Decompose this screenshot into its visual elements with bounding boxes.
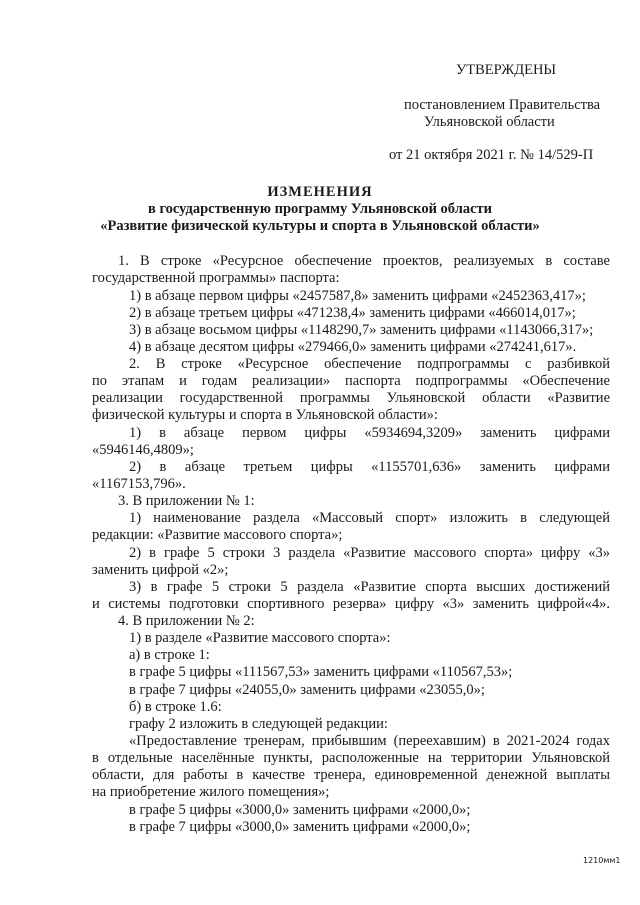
- body-line: 2) в графе 5 строки 3 раздела «Развитие массового спорта» цифру «3»: [129, 545, 610, 561]
- body-line: «1167153,796».: [92, 476, 186, 492]
- body-line: 4) в абзаце десятом цифры «279466,0» заменить цифрами «274241,617».: [129, 339, 577, 355]
- body-line: 4. В приложении № 2:: [118, 613, 255, 629]
- body-line: в графе 5 цифры «3000,0» заменить цифрами «2000,0»;: [129, 802, 471, 818]
- body-line: б) в строке 1.6:: [129, 699, 222, 715]
- body-line: 3) в графе 5 строки 5 раздела «Развитие спорта высших достижений: [129, 579, 610, 595]
- body-line: редакции: «Развитие массового спорта»;: [92, 527, 343, 543]
- footer-code: 1210мм1: [583, 856, 621, 865]
- body-line: 3. В приложении № 1:: [118, 493, 255, 509]
- body-line: и системы подготовки спортивного резерва» цифру «3» заменить цифрой«4».: [92, 596, 610, 612]
- body-line: заменить цифрой «2»;: [92, 562, 229, 578]
- body-line: государственной программы» паспорта:: [92, 270, 340, 286]
- body-line: 2. В строке «Ресурсное обеспечение подпрограммы с разбивкой: [129, 356, 610, 372]
- body-line: физической культуры и спорта в Ульяновской области»:: [92, 407, 438, 423]
- body-line: по этапам и годам реализации» паспорта подпрограммы «Обеспечение: [92, 373, 610, 389]
- program-name: «Развитие физической культуры и спорта в Ульяновской области»: [100, 218, 540, 234]
- body-line: 1) в абзаце первом цифры «5934694,3209» заменить цифрами: [129, 425, 610, 441]
- body-line: в графе 7 цифры «24055,0» заменить цифрами «23055,0»;: [129, 682, 485, 698]
- approval-date-number: от 21 октября 2021 г. № 14/529-П: [389, 147, 594, 163]
- body-line: 1) в разделе «Развитие массового спорта»:: [129, 630, 391, 646]
- body-line: 3) в абзаце восьмом цифры «1148290,7» заменить цифрами «1143066,317»;: [129, 322, 594, 338]
- body-line: 1) наименование раздела «Массовый спорт» изложить в следующей: [129, 510, 610, 526]
- body-line: в графе 7 цифры «3000,0» заменить цифрами «2000,0»;: [129, 819, 471, 835]
- body-line: графу 2 изложить в следующей редакции:: [129, 716, 388, 732]
- body-line: в отдельные населённые пункты, расположенные на территории Ульяновской: [92, 750, 610, 766]
- approved-region-line: Ульяновской области: [424, 114, 555, 130]
- approved-by-line: постановлением Правительства: [404, 97, 601, 113]
- body-line: «Предоставление тренерам, прибывшим (переехавшим) в 2021-2024 годах: [129, 733, 610, 749]
- body-line: области, для работы в качестве тренера, единовременной денежной выплаты: [92, 767, 610, 783]
- body-line: реализации государственной программы Ульяновской области «Развитие: [92, 390, 610, 406]
- body-line: 2) в абзаце третьем цифры «471238,4» заменить цифрами «466014,017»;: [129, 305, 576, 321]
- document-subtitle: в государственную программу Ульяновской области: [147, 201, 492, 217]
- body-line: в графе 5 цифры «111567,53» заменить цифрами «110567,53»;: [129, 664, 513, 680]
- body-line: на приобретение жилого помещения»;: [92, 784, 330, 800]
- document-title: ИЗМЕНЕНИЯ: [267, 184, 373, 200]
- body-line: 1) в абзаце первом цифры «2457587,8» заменить цифрами «2452363,417»;: [129, 288, 586, 304]
- approved-heading: УТВЕРЖДЕНЫ: [456, 62, 557, 78]
- body-line: 2) в абзаце третьем цифры «1155701,636» заменить цифрами: [129, 459, 610, 475]
- body-line: 1. В строке «Ресурсное обеспечение проектов, реализуемых в составе: [118, 253, 610, 269]
- body-line: «5946146,4809»;: [92, 442, 194, 458]
- body-line: а) в строке 1:: [129, 647, 210, 663]
